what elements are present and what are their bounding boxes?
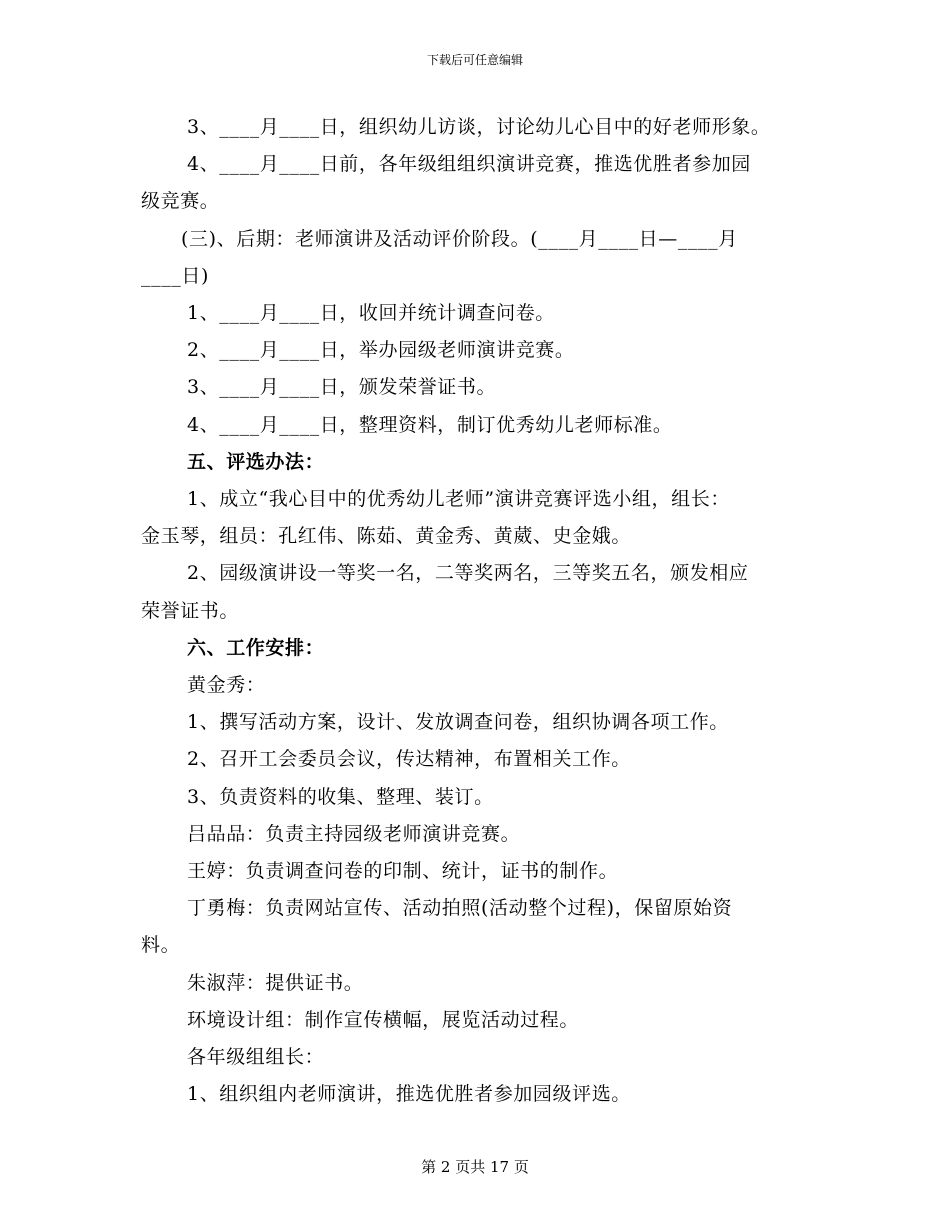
- phase-later-heading-cont: ____日): [141, 264, 210, 287]
- schedule-item-4-cont: 级竞赛。: [141, 190, 220, 213]
- grade-group-leaders: 各年级组组长：: [187, 1046, 325, 1069]
- later-item-4: 4、____月____日，整理资料，制订优秀幼儿老师标准。: [187, 413, 673, 436]
- env-design-group: 环境设计组：制作宣传横幅，展览活动过程。: [187, 1008, 580, 1031]
- person-lv-pinpin: 吕品品：负责主持园级老师演讲竞赛。: [187, 822, 521, 845]
- work-item-2: 2、召开工会委员会议，传达精神，布置相关工作。: [187, 748, 631, 771]
- person-ding-yongmei-cont: 料。: [141, 934, 181, 957]
- page-header: 下载后可任意编辑: [426, 53, 523, 67]
- later-item-3: 3、____月____日，颁发荣誉证书。: [187, 376, 497, 399]
- work-item-1: 1、撰写活动方案，设计、发放调查问卷，组织协调各项工作。: [187, 711, 729, 734]
- later-item-2: 2、____月____日，举办园级老师演讲竞赛。: [187, 339, 575, 362]
- evaluation-item-1: 1、成立“我心目中的优秀幼儿老师”演讲竞赛评选小组，组长：: [187, 488, 730, 511]
- person-ding-yongmei: 丁勇梅：负责网站宣传、活动拍照(活动整个过程)，保留原始资: [187, 897, 733, 920]
- section-6-heading: 六、工作安排：: [187, 636, 325, 659]
- evaluation-item-1-cont: 金玉琴，组员：孔红伟、陈茹、黄金秀、黄葳、史金娥。: [141, 525, 632, 548]
- person-zhu-shuping: 朱淑萍：提供证书。: [187, 971, 364, 994]
- person-huang-jinxiu: 黄金秀：: [187, 674, 266, 697]
- leader-item-1: 1、组织组内老师演讲，推选优胜者参加园级评选。: [187, 1083, 631, 1106]
- schedule-item-4: 4、____月____日前，各年级组组织演讲竞赛，推选优胜者参加园: [187, 153, 751, 176]
- evaluation-item-2-cont: 荣誉证书。: [141, 599, 240, 622]
- person-wang-ting: 王婷：负责调查问卷的印制、统计，证书的制作。: [187, 860, 619, 883]
- schedule-item-3: 3、____月____日，组织幼儿访谈，讨论幼儿心目中的好老师形象。: [187, 116, 771, 138]
- page-footer: 第 2 页共 17 页: [421, 1158, 529, 1176]
- document-body: [141, 109, 821, 1113]
- phase-later-heading: (三)、后期：老师演讲及活动评价阶段。(____月____日—____月: [181, 227, 738, 250]
- later-item-1: 1、____月____日，收回并统计调查问卷。: [187, 302, 555, 325]
- section-5-heading: 五、评选办法：: [187, 450, 325, 473]
- work-item-3: 3、负责资料的收集、整理、装订。: [187, 785, 494, 808]
- evaluation-item-2: 2、园级演讲设一等奖一名，二等奖两名，三等奖五名，颁发相应: [187, 562, 749, 585]
